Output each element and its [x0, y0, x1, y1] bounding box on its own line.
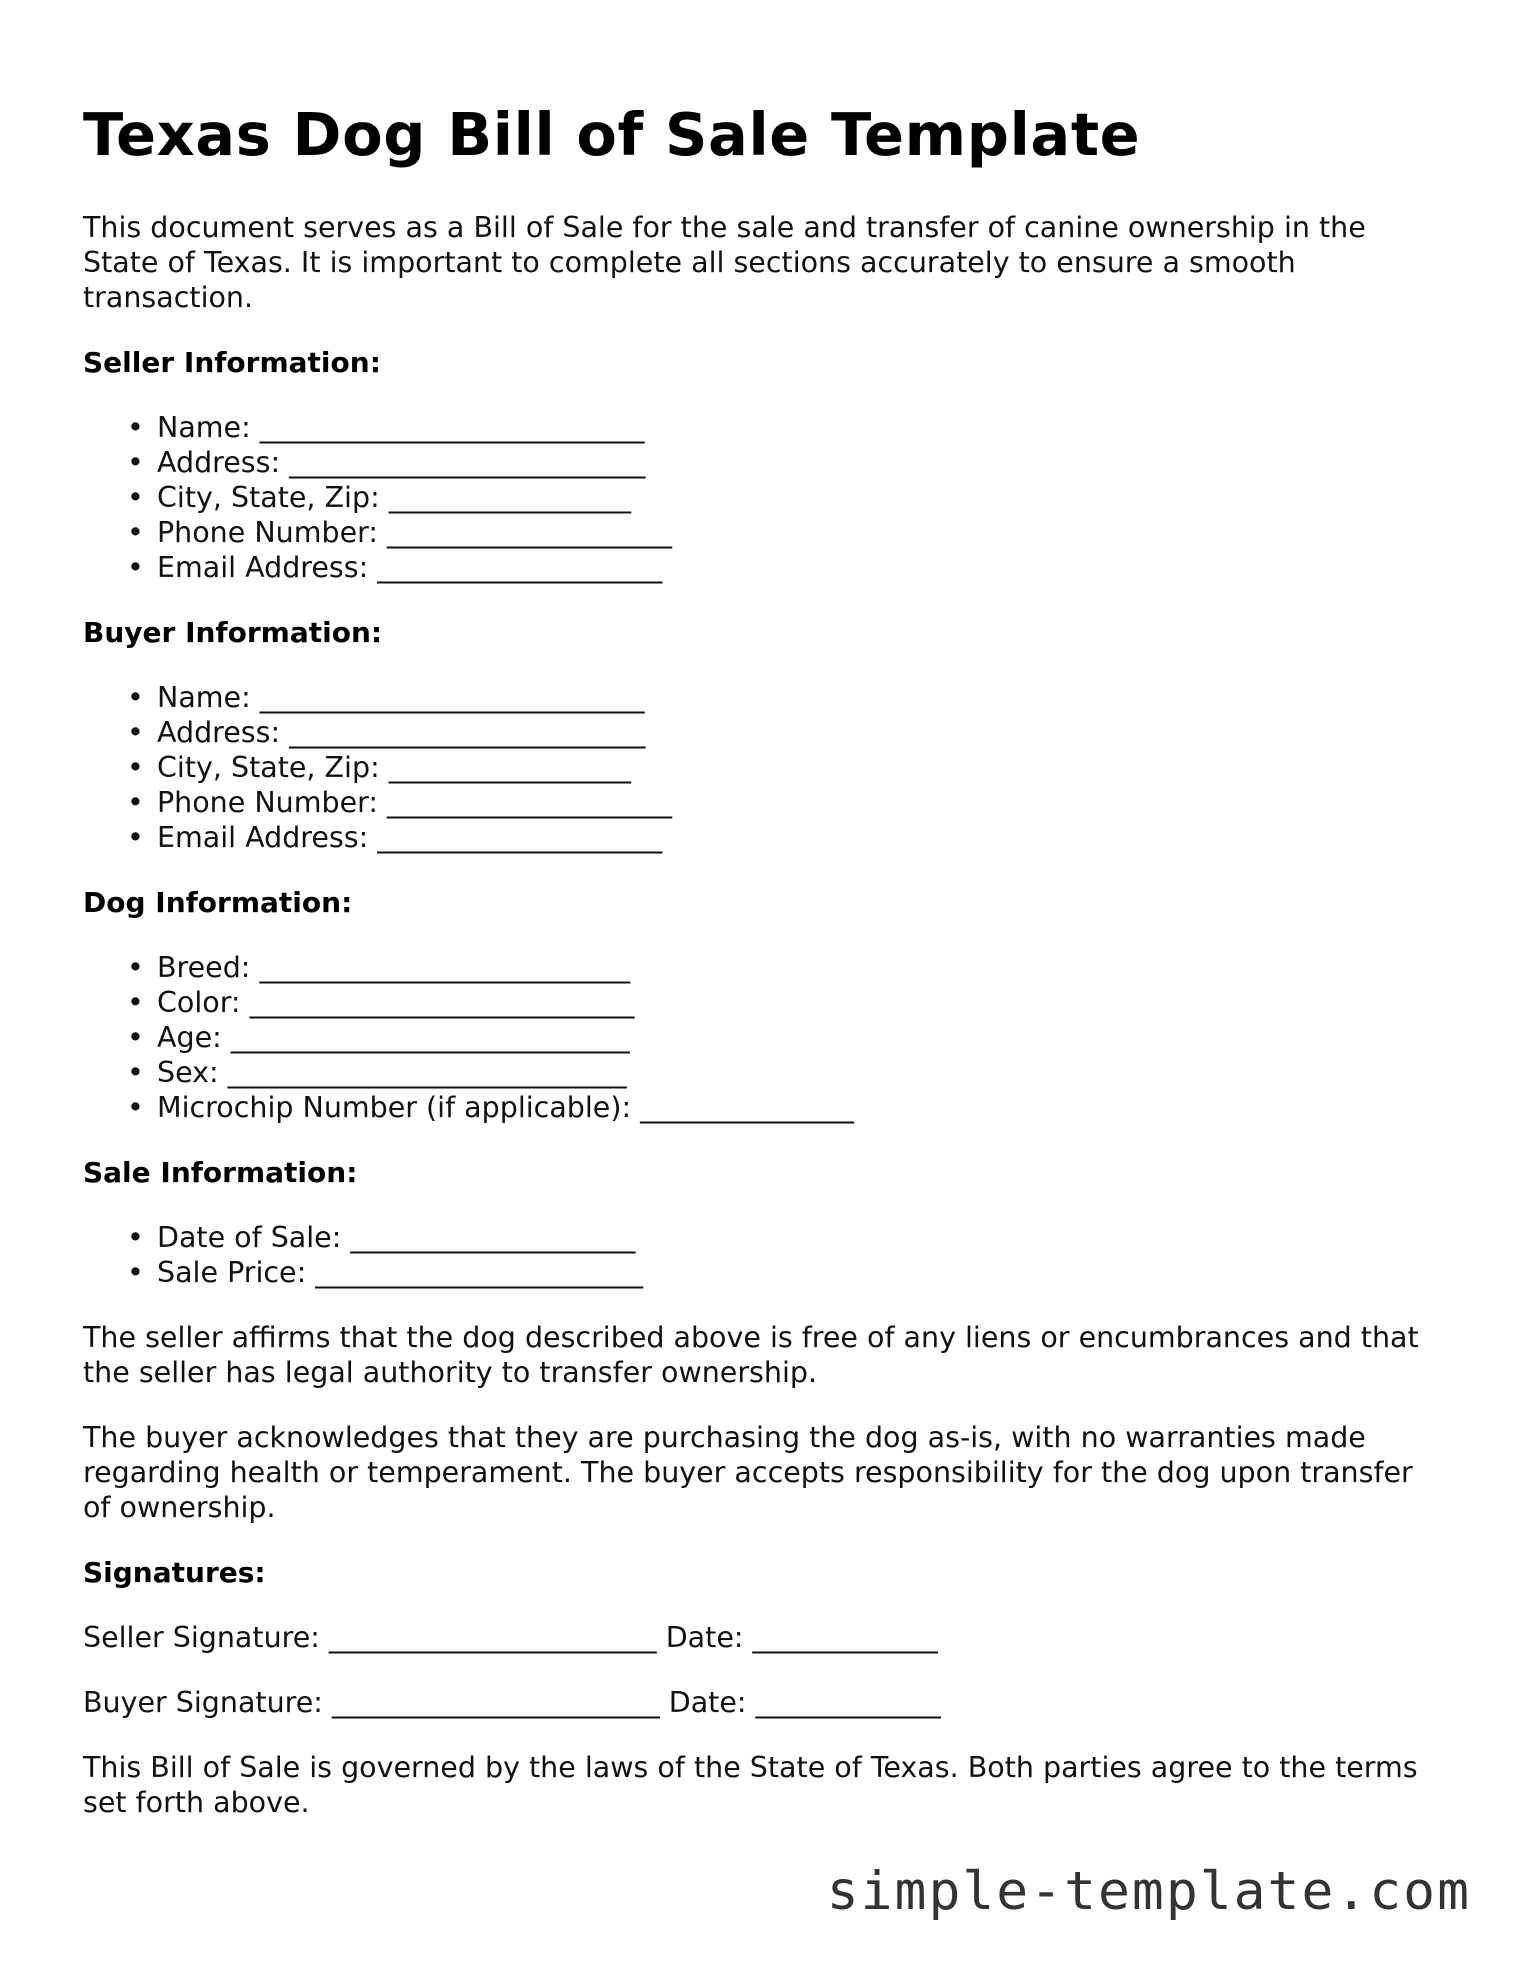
bullet-icon: •: [127, 681, 144, 714]
dog-field-list: [83, 950, 1443, 1125]
bullet-icon: •: [127, 516, 144, 549]
bullet-icon: •: [127, 1256, 144, 1289]
bullet-icon: •: [127, 1056, 144, 1089]
buyer-city-state-zip-field[interactable]: • City, State, Zip: _________________: [127, 751, 631, 784]
bullet-icon: •: [127, 951, 144, 984]
site-watermark: simple-template.com: [826, 1861, 1471, 1922]
bullet-icon: •: [127, 716, 144, 749]
buyer-signature-line[interactable]: Buyer Signature: _______________________ Date: _____________: [83, 1686, 941, 1719]
buyer-name-field[interactable]: • Name: ___________________________: [127, 681, 645, 714]
seller-affirmation-paragraph: The seller affirms that the dog described above is free of any liens or encumbrances and that the seller has legal authority to transfer ownership.: [83, 1321, 1419, 1389]
seller-signature-line[interactable]: Seller Signature: _______________________ Date: _____________: [83, 1621, 938, 1654]
page-title: Texas Dog Bill of Sale Template: [83, 100, 1141, 169]
dog-color-field[interactable]: • Color: ___________________________: [127, 986, 635, 1019]
buyer-email-field[interactable]: • Email Address: ____________________: [127, 821, 663, 854]
dog-breed-field[interactable]: • Breed: __________________________: [127, 951, 630, 984]
buyer-section-heading: Buyer Information:: [83, 616, 383, 649]
bullet-icon: •: [127, 1021, 144, 1054]
sale-section-heading: Sale Information:: [83, 1156, 358, 1189]
bullet-icon: •: [127, 1221, 144, 1254]
dog-age-field[interactable]: • Age: ____________________________: [127, 1021, 630, 1054]
dog-microchip-field[interactable]: • Microchip Number (if applicable): _______________: [127, 1091, 854, 1124]
governing-law-paragraph: This Bill of Sale is governed by the laws of the State of Texas. Both parties agree to the terms set forth above.: [83, 1751, 1418, 1819]
bullet-icon: •: [127, 786, 144, 819]
sale-price-field[interactable]: • Sale Price: _______________________: [127, 1256, 644, 1289]
dog-sex-field[interactable]: • Sex: ____________________________: [127, 1056, 627, 1089]
bullet-icon: •: [127, 986, 144, 1019]
seller-section-heading: Seller Information:: [83, 346, 381, 379]
bullet-icon: •: [127, 481, 144, 514]
bullet-icon: •: [127, 411, 144, 444]
buyer-field-list: [83, 680, 1443, 855]
document-page: [83, 100, 1443, 1820]
seller-field-list: [83, 410, 1443, 585]
buyer-address-field[interactable]: • Address: _________________________: [127, 716, 646, 749]
seller-name-field[interactable]: • Name: ___________________________: [127, 411, 645, 444]
intro-paragraph: This document serves as a Bill of Sale for the sale and transfer of canine ownership in the State of Texas. It is important to complete all sections accurately to ensure a smooth transaction.: [83, 211, 1366, 314]
buyer-acknowledgement-paragraph: The buyer acknowledges that they are purchasing the dog as-is, with no warranties made regarding health or temperament. The buyer accepts responsibility for the dog upon transfer of ownership.: [83, 1421, 1413, 1524]
bullet-icon: •: [127, 446, 144, 479]
buyer-phone-field[interactable]: • Phone Number: ____________________: [127, 786, 672, 819]
seller-email-field[interactable]: • Email Address: ____________________: [127, 551, 663, 584]
seller-address-field[interactable]: • Address: _________________________: [127, 446, 646, 479]
bullet-icon: •: [127, 551, 144, 584]
sale-date-field[interactable]: • Date of Sale: ____________________: [127, 1221, 636, 1254]
seller-city-state-zip-field[interactable]: • City, State, Zip: _________________: [127, 481, 631, 514]
dog-section-heading: Dog Information:: [83, 886, 353, 919]
bullet-icon: •: [127, 1091, 144, 1124]
seller-phone-field[interactable]: • Phone Number: ____________________: [127, 516, 672, 549]
signatures-section-heading: Signatures:: [83, 1556, 266, 1589]
bullet-icon: •: [127, 821, 144, 854]
bullet-icon: •: [127, 751, 144, 784]
sale-field-list: [83, 1220, 1443, 1290]
